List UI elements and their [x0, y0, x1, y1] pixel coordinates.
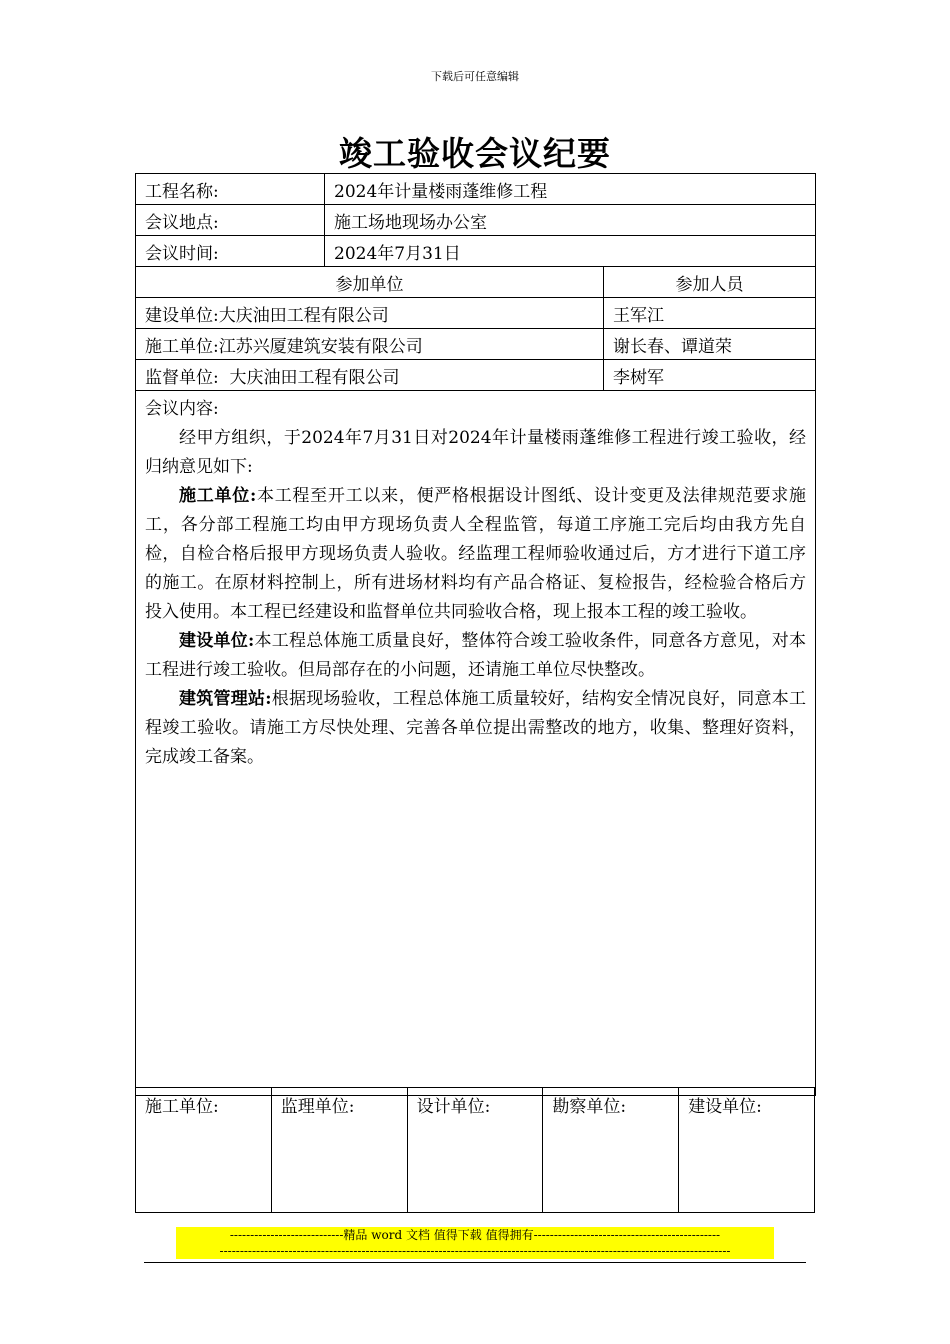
footer-banner: [176, 1227, 774, 1259]
location-label: 会议地点:: [136, 205, 325, 236]
location-value: 施工场地现场办公室: [325, 205, 816, 236]
time-label: 会议时间:: [136, 236, 325, 267]
participant-unit: 监督单位: 大庆油田工程有限公司: [136, 360, 604, 391]
participant-people: 李树军: [604, 360, 816, 391]
participant-unit: 建设单位:大庆油田工程有限公司: [136, 298, 604, 329]
signature-cell: 施工单位:: [136, 1088, 272, 1213]
signature-cell: 设计单位:: [407, 1088, 543, 1213]
content-label: 会议内容:: [145, 399, 219, 419]
footer-divider: [144, 1262, 806, 1263]
section-heading: 施工单位:: [179, 486, 257, 506]
signature-cell: 监理单位:: [271, 1088, 407, 1213]
content-row: [136, 391, 816, 1096]
content-section: [145, 482, 806, 627]
unit-header: 参加单位: [136, 267, 604, 298]
signature-cell: 建设单位:: [679, 1088, 815, 1213]
header-note: 下载后可任意编辑: [431, 70, 519, 83]
project-name-label: 工程名称:: [136, 174, 325, 205]
section-heading: 建设单位:: [179, 631, 255, 651]
time-value: 2024年7月31日: [325, 236, 816, 267]
participant-row: [136, 329, 816, 360]
signature-cell: 勘察单位:: [543, 1088, 679, 1213]
participants-header-row: [136, 267, 816, 298]
page-title: 竣工验收会议纪要: [339, 134, 611, 173]
footer-line-2: ------------------------------------------------------------------------------------------------------------------------------: [219, 1244, 731, 1258]
project-name-row: [136, 174, 816, 205]
section-text: 根据现场验收，工程总体施工质量较好，结构安全情况良好，同意本工程竣工验收。请施工方尽快处理、完善各单位提出需整改的地方，收集、整理好资料，完成竣工备案。: [145, 689, 807, 767]
signature-row: [136, 1088, 815, 1213]
meeting-content: [136, 391, 816, 1096]
footer-line-1: ----------------------------精品 word 文档 值得下载 值得拥有----------------------------------------------: [229, 1228, 721, 1242]
project-name-value: 2024年计量楼雨蓬维修工程: [325, 174, 816, 205]
signature-table: [135, 1087, 815, 1213]
participant-unit: 施工单位:江苏兴厦建筑安装有限公司: [136, 329, 604, 360]
people-header: 参加人员: [604, 267, 816, 298]
participant-people: 谢长春、谭道荣: [604, 329, 816, 360]
location-row: [136, 205, 816, 236]
participant-people: 王军江: [604, 298, 816, 329]
content-section: [145, 685, 806, 772]
time-row: [136, 236, 816, 267]
section-text: 本工程至开工以来，便严格根据设计图纸、设计变更及法律规范要求施工，各分部工程施工均由甲方现场负责人全程监管，每道工序施工完后均由我方先自检，自检合格后报甲方现场负责人验收。经监理工程师验收通过后，方才进行下道工序的施工。在原材料控制上，所有进场材料均有产品合格证、复检报告，经检验合格后方投入使用。本工程已经建设和监督单位共同验收合格，现上报本工程的竣工验收。: [145, 486, 807, 622]
section-heading: 建筑管理站:: [179, 689, 272, 709]
minutes-table: [135, 173, 816, 1096]
section-text: 本工程总体施工质量良好，整体符合竣工验收条件，同意各方意见，对本工程进行竣工验收。但局部存在的小问题，还请施工单位尽快整改。: [145, 631, 807, 680]
content-intro: 经甲方组织，于2024年7月31日对2024年计量楼雨蓬维修工程进行竣工验收，经归纳意见如下:: [145, 428, 807, 477]
content-section: [145, 627, 806, 685]
participant-row: [136, 360, 816, 391]
participant-row: [136, 298, 816, 329]
